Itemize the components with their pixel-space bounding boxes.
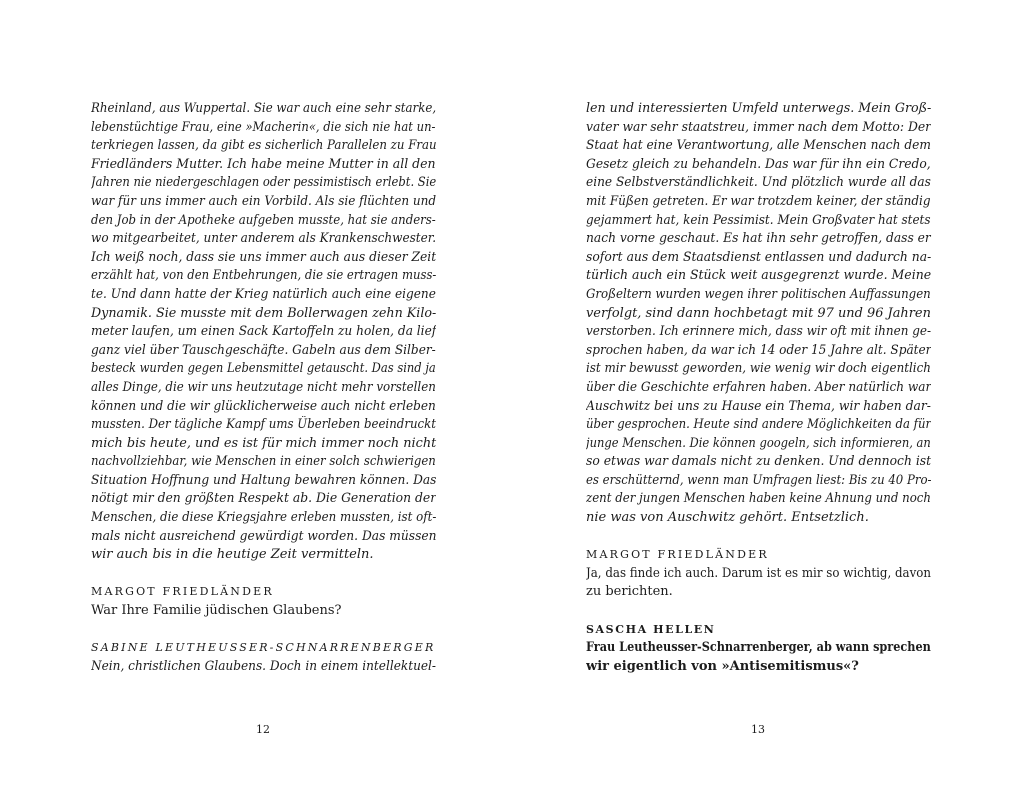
- text-line: verstorben. Ich erinnere mich, dass wir oft mit ihnen ge-: [586, 324, 931, 340]
- text-line: nachvollziehbar, wie Menschen in einer solch schwierigen: [91, 454, 436, 470]
- text-line: verfolgt, sind dann hochbetagt mit 97 und 96 Jahren: [586, 305, 931, 321]
- text-line: können und die wir glücklicherweise auch nicht erleben: [91, 398, 436, 414]
- text-line: über die Geschichte erfahren haben. Aber natürlich war: [586, 379, 932, 395]
- text-line: zu berichten.: [586, 584, 673, 600]
- text-line: den Job in der Apotheke aufgeben musste, hat sie anders-: [91, 212, 436, 228]
- text-line: nie was von Auschwitz gehört. Entsetzlich.: [586, 510, 869, 526]
- text-line: vater war sehr staatstreu, immer nach dem Motto: Der: [586, 119, 931, 135]
- text-line: Menschen, die diese Kriegsjahre erleben mussten, ist oft-: [91, 510, 437, 526]
- text-line: mich bis heute, und es ist für mich immer noch nicht: [91, 435, 437, 451]
- text-line: wir eigentlich von »Antisemitismus«?: [586, 658, 859, 674]
- text-line: Staat hat eine Verantwortung, alle Menschen nach dem: [586, 138, 931, 154]
- text-line: wo mitgearbeitet, unter anderem als Krankenschwester.: [91, 231, 436, 247]
- text-line: Situation Hoffnung und Haltung bewahren können. Das: [91, 472, 437, 488]
- text-line: zent der jungen Menschen haben keine Ahnung und noch: [586, 491, 932, 507]
- text-line: Auschwitz bei uns zu Hause ein Thema, wir haben dar-: [586, 398, 931, 414]
- text-line: Dynamik. Sie musste mit dem Bollerwagen zehn Kilo-: [91, 305, 436, 321]
- text-line: ganz viel über Tauschgeschäfte. Gabeln aus dem Silber-: [91, 342, 436, 358]
- text-line: es erschütternd, wenn man Umfragen liest: Bis zu 40 Pro-: [586, 472, 932, 488]
- text-line: terkriegen lassen, da gibt es sicherlich Parallelen zu Frau: [91, 138, 437, 154]
- text-line: über gesprochen. Heute sind andere Möglichkeiten da für: [586, 417, 931, 433]
- text-line: len und interessierten Umfeld unterwegs. Mein Groß-: [586, 101, 932, 116]
- speaker-label-margot: MARGOT FRIEDLÄNDER: [91, 585, 274, 599]
- text-line: te. Und dann hatte der Krieg natürlich auch eine eigene: [91, 286, 436, 302]
- page-number-right: 13: [751, 723, 765, 736]
- text-line: Großeltern wurden wegen ihrer politischen Auffassungen: [586, 286, 931, 302]
- text-line: Ich weiß noch, dass sie uns immer auch aus dieser Zeit: [91, 249, 436, 265]
- text-line: sofort aus dem Staatsdienst entlassen und dadurch na-: [586, 249, 931, 265]
- text-line: alles Dinge, die wir uns heutzutage nicht mehr vorstellen: [91, 379, 436, 395]
- right-text-column: [586, 100, 931, 676]
- text-line: meter laufen, um einen Sack Kartoffeln zu holen, da lief: [91, 324, 437, 340]
- text-line: junge Menschen. Die können googeln, sich informieren, an: [586, 435, 931, 451]
- left-body-text: [91, 100, 436, 565]
- text-line: gejammert hat, kein Pessimist. Mein Großvater hat stets: [586, 212, 931, 228]
- right-page: [586, 0, 931, 793]
- text-line: Gesetz gleich zu behandeln. Das war für ihn ein Credo,: [586, 156, 931, 172]
- text-line: ist mir bewusst geworden, wie wenig wir doch eigentlich: [586, 361, 931, 377]
- answer-text: Nein, christlichen Glaubens. Doch in einem intellektuel-: [91, 658, 436, 674]
- text-line: nötigt mir den größten Respekt ab. Die Generation der: [91, 491, 436, 507]
- text-line: Ja, das finde ich auch. Darum ist es mir so wichtig, davon: [586, 565, 931, 581]
- speaker-label-margot: MARGOT FRIEDLÄNDER: [586, 548, 769, 562]
- left-page: [91, 0, 436, 793]
- text-line: mit Füßen getreten. Er war trotzdem keiner, der ständig: [586, 193, 931, 209]
- text-line: mussten. Der tägliche Kampf ums Überleben beeindruckt: [91, 417, 437, 433]
- text-line: lebenstüchtige Frau, eine »Macherin«, die sich nie hat un-: [91, 119, 436, 135]
- text-line: mals nicht ausreichend gewürdigt worden. Das müssen: [91, 528, 437, 544]
- text-line: erzählt hat, von den Entbehrungen, die sie ertragen muss-: [91, 268, 437, 284]
- text-line: Friedländers Mutter. Ich habe meine Mutter in all den: [91, 156, 436, 172]
- text-line: Frau Leutheusser-Schnarrenberger, ab wann sprechen: [586, 640, 931, 656]
- page-number-left: 12: [256, 723, 270, 736]
- reply-text: [586, 565, 931, 602]
- text-line: wir auch bis in die heutige Zeit vermitteln.: [91, 547, 374, 563]
- question-text: War Ihre Familie jüdischen Glaubens?: [91, 603, 342, 619]
- left-text-column: [91, 100, 436, 676]
- text-line: türlich auch ein Stück weit ausgegrenzt wurde. Meine: [586, 268, 931, 284]
- text-line: besteck wurden gegen Lebensmittel getauscht. Das sind ja: [91, 361, 436, 377]
- text-line: eine Selbstverständlichkeit. Und plötzlich wurde all das: [586, 175, 931, 191]
- speaker-label-sabine: SABINE LEUTHEUSSER-SCHNARRENBERGER: [91, 641, 436, 655]
- text-line: so etwas war damals nicht zu denken. Und dennoch ist: [586, 454, 931, 470]
- text-line: sprochen haben, da war ich 14 oder 15 Jahre alt. Später: [586, 342, 932, 358]
- text-line: war für uns immer auch ein Vorbild. Als sie flüchten und: [91, 193, 437, 209]
- text-line: nach vorne geschaut. Es hat ihn sehr getroffen, dass er: [586, 231, 931, 247]
- right-body-text: [586, 100, 931, 528]
- text-line: Jahren nie niedergeschlagen oder pessimistisch erlebt. Sie: [91, 175, 436, 191]
- question-text-bold: [586, 639, 931, 676]
- speaker-label-sascha: SASCHA HELLEN: [586, 622, 716, 636]
- text-line: Rheinland, aus Wuppertal. Sie war auch eine sehr starke,: [91, 101, 437, 116]
